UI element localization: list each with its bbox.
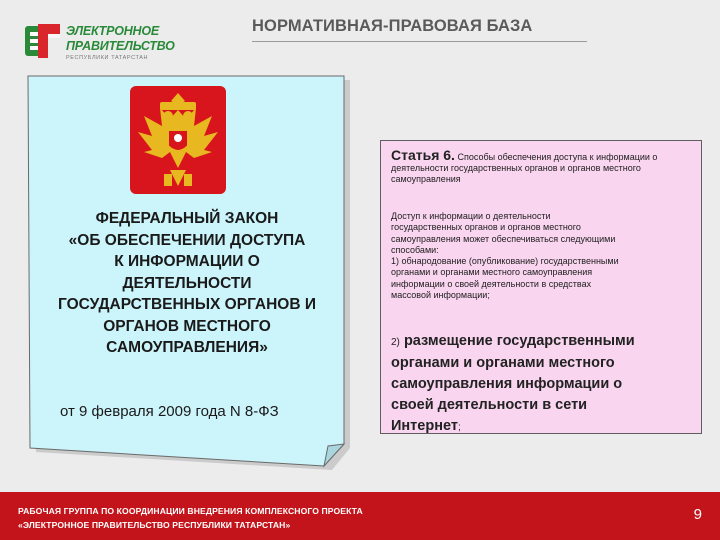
article-body-line: информации о своей деятельности в средствах <box>391 278 592 289</box>
logo-line-1: ЭЛЕКТРОННОЕ <box>66 24 160 38</box>
article-body-line: органами и органами местного самоуправления <box>391 267 593 278</box>
law-title-line: ФЕДЕРАЛЬНЫЙ ЗАКОН <box>95 210 279 227</box>
article-number: Статья 6. <box>391 147 455 163</box>
article-body-line: массовой информации; <box>391 290 490 301</box>
footer-line-2: «ЭЛЕКТРОННОЕ ПРАВИТЕЛЬСТВО РЕСПУБЛИКИ ТАТАРСТАН» <box>18 520 291 530</box>
article-body-line: самоуправления может обеспечиваться следующими <box>391 233 616 244</box>
logo <box>24 22 175 64</box>
item-2-line: размещение государственными <box>403 333 635 349</box>
article-6-box <box>380 140 702 434</box>
law-title-line: К ИНФОРМАЦИИ О <box>114 253 260 270</box>
coat-of-arms-icon <box>130 86 226 194</box>
law-title-line: ОРГАНОВ МЕСТНОГО <box>103 317 271 335</box>
article-body-line: 1) обнародование (опубликование) государственными <box>391 256 619 267</box>
article-body-line: способами: <box>391 244 439 255</box>
logo-line-2: ПРАВИТЕЛЬСТВО <box>66 39 175 53</box>
article-heading-inline: Способы обеспечения доступа к <box>457 152 594 162</box>
item-2-end: ; <box>457 422 461 433</box>
footer-text <box>18 504 363 532</box>
item-2-number: 2) <box>391 337 400 348</box>
law-title-line: «ОБ ОБЕСПЕЧЕНИИ ДОСТУПА <box>68 231 306 249</box>
item-2-line: Интернет <box>391 418 458 434</box>
law-title-line: ДЕЯТЕЛЬНОСТИ <box>122 274 252 292</box>
article-body-line: государственных органов и органов местного <box>391 222 581 233</box>
article-heading <box>391 147 695 185</box>
footer-bar <box>0 492 720 540</box>
law-title <box>24 208 350 359</box>
article-body-line: Доступ к информации о деятельности <box>391 211 551 221</box>
title-underline <box>252 41 587 42</box>
article-heading-rest: информации о деятельности государственных органов и органов местного самоуправления <box>391 152 658 184</box>
item-2-line: своей деятельности в сети <box>391 397 588 413</box>
item-2-line: самоуправления информации о <box>391 376 623 392</box>
article-item-2 <box>391 331 699 438</box>
logo-subline: РЕСПУБЛИКИ ТАТАРСТАН <box>66 55 149 61</box>
footer-line-1: РАБОЧАЯ ГРУППА ПО КООРДИНАЦИИ ВНЕДРЕНИЯ КОМПЛЕКСНОГО ПРОЕКТА <box>18 506 363 516</box>
law-title-line: ГОСУДАРСТВЕННЫХ ОРГАНОВ И <box>58 296 316 313</box>
law-title-line: САМОУПРАВЛЕНИЯ» <box>106 339 268 356</box>
law-date: от 9 февраля 2009 года N 8-ФЗ <box>60 403 279 420</box>
item-2-line: органами и органами местного <box>391 355 615 371</box>
page-number: 9 <box>693 506 702 523</box>
page-title: НОРМАТИВНАЯ-ПРАВОВАЯ БАЗА <box>252 17 533 35</box>
logo-mark-icon <box>24 22 62 60</box>
article-body <box>391 211 695 301</box>
